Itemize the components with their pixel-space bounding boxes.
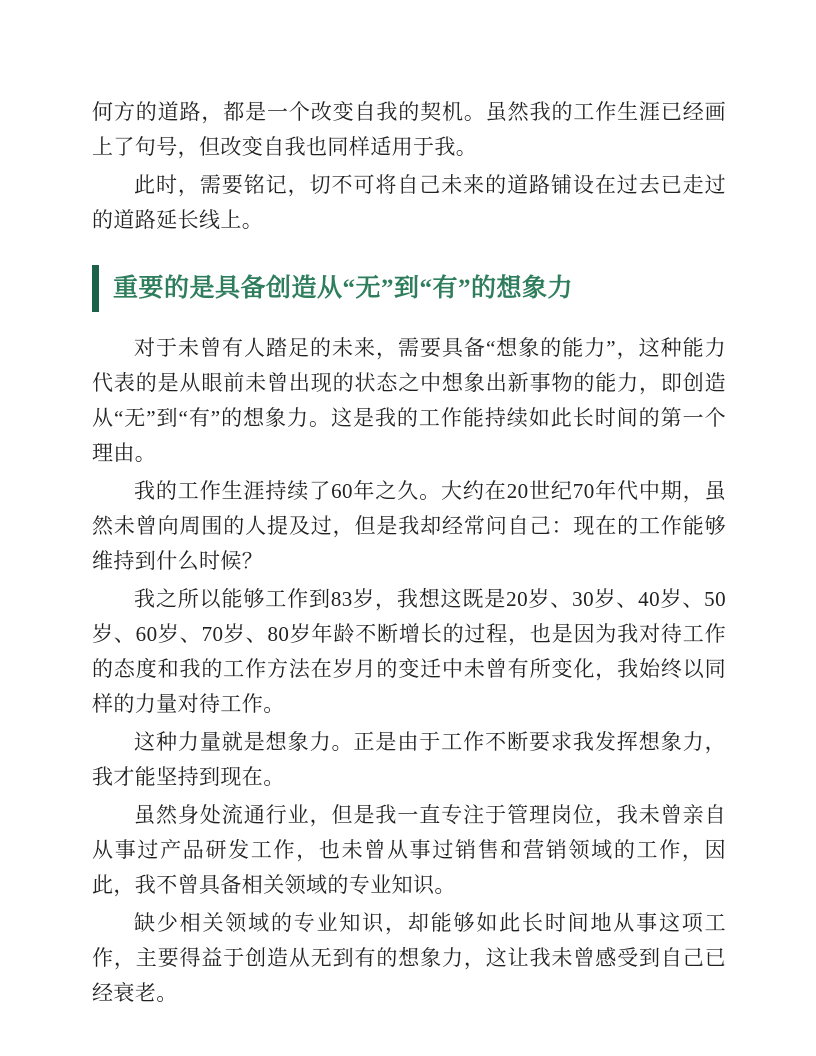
paragraph: 这种力量就是想象力。正是由于工作不断要求我发挥想象力，我才能坚持到现在。 [92, 730, 726, 789]
body-text-main [92, 331, 726, 1011]
paragraph: 此时，需要铭记，切不可将自己未来的道路铺设在过去已走过的道路延长线上。 [92, 173, 726, 232]
body-text-top [92, 95, 726, 238]
heading-accent-bar [92, 265, 99, 312]
paragraph: 我之所以能够工作到83岁，我想这既是20岁、30岁、40岁、50岁、60岁、70岁、80岁年龄不断增长的过程，也是因为我对待工作的态度和我的工作方法在岁月的变迁中未曾有所变化，我始终以同样的力量对待工作。 [92, 587, 726, 716]
paragraph: 缺少相关领域的专业知识，却能够如此长时间地从事这项工作，主要得益于创造从无到有的想象力，这让我未曾感受到自己已经衰老。 [92, 911, 726, 1005]
paragraph: 虽然身处流通行业，但是我一直专注于管理岗位，我未曾亲自从事过产品研发工作，也未曾从事过销售和营销领域的工作，因此，我不曾具备相关领域的专业知识。 [92, 803, 726, 897]
paragraph: 何方的道路，都是一个改变自我的契机。虽然我的工作生涯已经画上了句号，但改变自我也同样适用于我。 [92, 100, 726, 159]
section-heading [92, 265, 726, 312]
paragraph: 我的工作生涯持续了60年之久。大约在20世纪70年代中期，虽然未曾向周围的人提及过，但是我却经常问自己：现在的工作能够维持到什么时候？ [92, 479, 726, 573]
section-heading-text: 重要的是具备创造从“无”到“有”的想象力 [113, 274, 574, 302]
paragraph: 对于未曾有人踏足的未来，需要具备“想象的能力”，这种能力代表的是从眼前未曾出现的状态之中想象出新事物的能力，即创造从“无”到“有”的想象力。这是我的工作能持续如此长时间的第一个理由。 [92, 336, 726, 465]
